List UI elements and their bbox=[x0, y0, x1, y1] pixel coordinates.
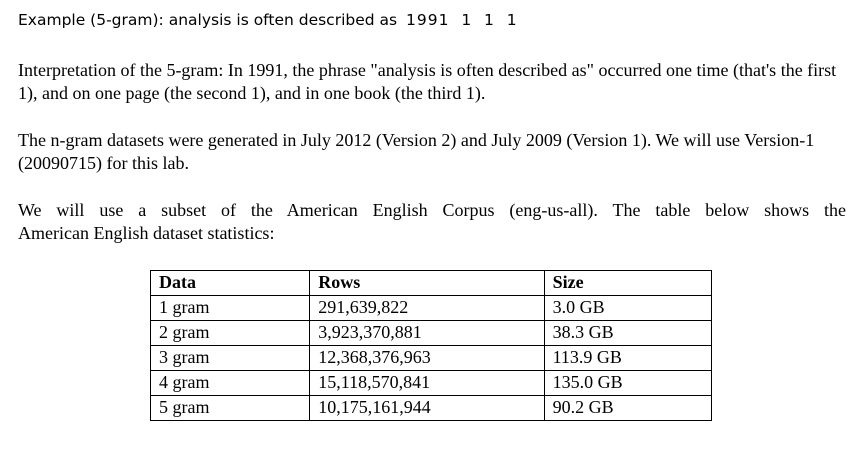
cell-data: 4 gram bbox=[151, 371, 310, 396]
subset-paragraph-line-1: We will use a subset of the American English Corpus (eng-us-all). The table below shows the bbox=[18, 200, 846, 220]
cell-rows: 10,175,161,944 bbox=[310, 396, 544, 421]
cell-data: 2 gram bbox=[151, 321, 310, 346]
table-row bbox=[151, 371, 712, 396]
subset-paragraph-line-2: American English dataset statistics: bbox=[18, 223, 275, 243]
cell-data: 1 gram bbox=[151, 296, 310, 321]
example-numbers: 1991 1 1 1 bbox=[406, 11, 518, 29]
interpretation-paragraph: Interpretation of the 5-gram: In 1991, the phrase "analysis is often described as" occurred one time (that's the first 1), and on one page (the second 1), and in one book (the third 1). bbox=[18, 60, 837, 103]
cell-size: 135.0 GB bbox=[544, 371, 711, 396]
header-rows: Rows bbox=[310, 271, 544, 296]
cell-rows: 3,923,370,881 bbox=[310, 321, 544, 346]
table-row bbox=[151, 296, 712, 321]
header-size: Size bbox=[544, 271, 711, 296]
table-header-row bbox=[151, 271, 712, 296]
example-text: analysis is often described as bbox=[168, 11, 398, 29]
cell-rows: 291,639,822 bbox=[310, 296, 544, 321]
cell-size: 113.9 GB bbox=[544, 346, 711, 371]
cell-data: 3 gram bbox=[151, 346, 310, 371]
cell-size: 90.2 GB bbox=[544, 396, 711, 421]
example-line bbox=[18, 8, 518, 32]
cell-size: 38.3 GB bbox=[544, 321, 711, 346]
subset-paragraph bbox=[18, 199, 846, 245]
cell-rows: 12,368,376,963 bbox=[310, 346, 544, 371]
dataset-statistics-table bbox=[150, 270, 712, 421]
cell-data: 5 gram bbox=[151, 396, 310, 421]
example-label: Example (5-gram): bbox=[18, 11, 164, 29]
header-data: Data bbox=[151, 271, 310, 296]
table-row bbox=[151, 321, 712, 346]
cell-size: 3.0 GB bbox=[544, 296, 711, 321]
table-row bbox=[151, 396, 712, 421]
table-row bbox=[151, 346, 712, 371]
cell-rows: 15,118,570,841 bbox=[310, 371, 544, 396]
datasets-paragraph: The n-gram datasets were generated in July 2012 (Version 2) and July 2009 (Version 1). We will use Version-1 (20090715) for this lab. bbox=[18, 130, 815, 173]
